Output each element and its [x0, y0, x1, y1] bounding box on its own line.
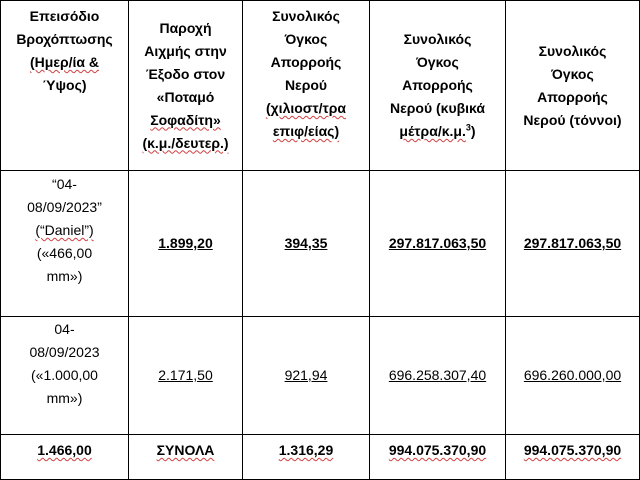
header-episode-line: Βροχόπτωσης — [16, 31, 113, 47]
header-volume-m3 — [370, 1, 506, 171]
episode-line: (“Daniel”) — [35, 222, 94, 238]
episode-line: mm») — [46, 390, 83, 406]
totals-volume-m3-cell — [370, 435, 506, 480]
table-row — [1, 171, 640, 317]
header-volume-mm-line: Συνολικός — [272, 8, 340, 24]
volume-m3-cell — [370, 317, 506, 435]
peak-flow-cell — [129, 171, 243, 317]
header-volume-m3-line: Νερού (κυβικά — [389, 100, 485, 116]
header-episode-line: (Ημερ/ία & — [29, 54, 100, 70]
volume-tons-value: 696.260.000,00 — [523, 367, 622, 383]
volume-mm-value: 394,35 — [284, 235, 328, 251]
header-peak-flow-line: Παροχή — [159, 19, 212, 36]
volume-m3-cell — [370, 171, 506, 317]
header-volume-m3-line: Όγκος — [416, 54, 459, 70]
episode-line: 08/09/2023” — [27, 199, 102, 215]
header-volume-mm — [243, 1, 370, 171]
volume-tons-cell — [506, 171, 640, 317]
volume-m3-value: 297.817.063,50 — [388, 235, 487, 251]
volume-tons-cell — [506, 317, 640, 435]
episode-line: “04- — [52, 176, 77, 192]
header-volume-m3-unit-line — [373, 120, 502, 143]
totals-col1-cell — [1, 435, 129, 480]
table-row — [1, 317, 640, 435]
header-volume-m3-line: Συνολικός — [403, 31, 472, 47]
episode-line: («1.000,00 — [31, 367, 98, 383]
header-peak-flow-line: Έξοδο στον — [145, 65, 226, 82]
header-volume-tons-line: Συνολικός — [538, 42, 607, 59]
header-volume-tons-line: Όγκος — [551, 65, 594, 82]
totals-volume-tons-value: 994.075.370,90 — [523, 442, 622, 458]
peak-flow-cell — [129, 317, 243, 435]
header-volume-mm-line: (χιλιοστ/τρα — [265, 100, 347, 116]
header-volume-m3-unit: μέτρα/κ.μ. — [399, 123, 466, 139]
volume-mm-cell — [243, 317, 370, 435]
episode-line: 08/09/2023 — [29, 344, 100, 360]
volume-m3-value: 696.258.307,40 — [388, 367, 487, 383]
header-peak-flow-line: (κ.μ./δευτερ.) — [142, 134, 229, 151]
volume-mm-value: 921,94 — [284, 367, 328, 383]
header-volume-mm-line: επιφ/είας) — [272, 123, 340, 139]
volume-tons-value: 297.817.063,50 — [523, 235, 622, 251]
episode-cell — [1, 317, 129, 435]
totals-row — [1, 435, 640, 480]
totals-volume-tons-cell — [506, 435, 640, 480]
totals-label: ΣΥΝΟΛΑ — [156, 442, 215, 458]
totals-volume-m3-value: 994.075.370,90 — [388, 442, 487, 458]
header-volume-mm-line: Απορροής — [270, 54, 342, 70]
header-volume-m3-line: Απορροής — [402, 77, 473, 93]
header-episode — [1, 1, 129, 171]
header-volume-m3-close: ) — [470, 123, 476, 139]
header-episode-line: Ύψος) — [42, 77, 87, 93]
totals-volume-mm-cell — [243, 435, 370, 480]
volume-mm-cell — [243, 171, 370, 317]
header-episode-line: Επεισόδιο — [29, 8, 100, 24]
peak-flow-value: 1.899,20 — [158, 235, 213, 251]
episode-line: mm») — [46, 268, 83, 284]
header-volume-mm-line: Νερού — [284, 77, 328, 93]
header-volume-tons — [506, 1, 640, 171]
header-volume-tons-line: Απορροής — [537, 88, 608, 105]
header-peak-flow-line: Αιχμής στην — [144, 42, 227, 59]
episode-cell — [1, 171, 129, 317]
episode-line: 04- — [54, 321, 75, 337]
totals-volume-mm-value: 1.316,29 — [278, 442, 334, 458]
totals-col1-value: 1.466,00 — [37, 442, 92, 458]
header-peak-flow-line: Σοφαδίτη» — [150, 111, 221, 128]
header-peak-flow — [129, 1, 243, 171]
totals-label-cell — [129, 435, 243, 480]
superscript-3: 3 — [465, 122, 471, 133]
peak-flow-value: 2.171,50 — [158, 367, 213, 383]
header-row — [1, 1, 640, 171]
header-volume-mm-line: Όγκος — [284, 31, 328, 47]
header-volume-tons-line: Νερού (τόννοι) — [523, 111, 622, 128]
header-peak-flow-line: «Ποταμό — [156, 88, 215, 105]
episode-line: («466,00 — [36, 245, 93, 261]
